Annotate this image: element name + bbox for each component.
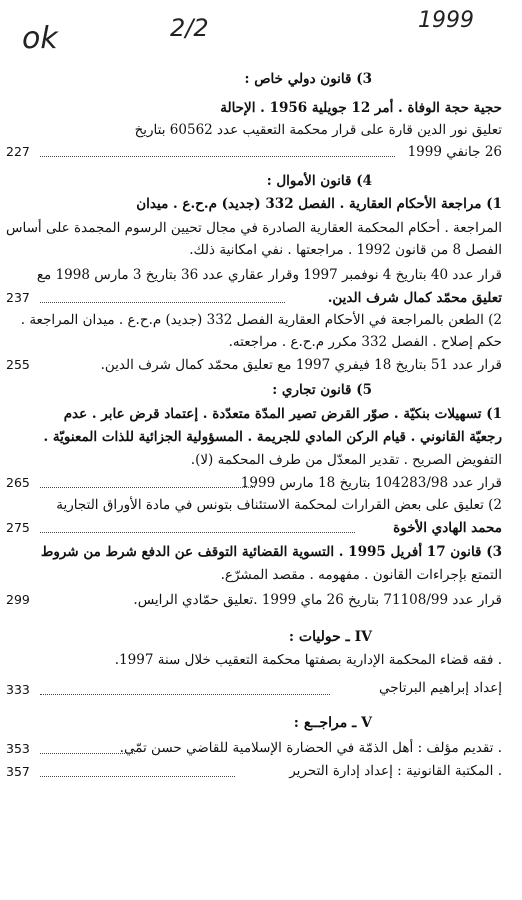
section-4-item-2-line-2: حكم إصلاح . الفصل 332 مكرر م.ح.ع . مراجعته.: [228, 334, 502, 350]
section-v-line-1-page: 353: [6, 741, 30, 756]
handwritten-page-number: 2/2: [170, 14, 209, 42]
section-5-item-2-line-1: 2) تعليق على بعض القرارات لمحكمة الاستئناف بتونس في مادة الأوراق التجارية: [56, 497, 502, 513]
section-v-line-1: . تقديم مؤلف : أهل الذمّة في الحضارة الإسلامية للقاضي حسن تمّي.: [119, 740, 502, 756]
section-v-line-2: . المكتبة القانونية : إعداد إدارة التحرير: [289, 763, 502, 779]
dot-leader: [40, 694, 330, 696]
section-iv-line-2: إعداد إبراهيم البرتاجي: [379, 680, 502, 696]
section-5-item-1-page: 265: [6, 475, 30, 490]
section-5-item-3-line-2: التمتع بإجراءات القانون . مفهومه . مقصد المشرّع.: [220, 567, 502, 583]
section-3-heading: 3) قانون دولي خاص :: [244, 71, 372, 87]
section-5-item-1-line-3: التفويض الصريح . تقدير المعدّل من طرف المحكمة (لا).: [190, 452, 502, 468]
dot-leader: [40, 302, 285, 304]
dot-leader: [40, 532, 355, 534]
section-5-item-3-page: 299: [6, 592, 30, 607]
section-4-heading: 4) قانون الأموال :: [266, 173, 372, 189]
handwritten-ok-mark: ok: [22, 21, 58, 56]
section-4-item-1-line-3: الفصل 8 من قانون 1992 . مراجعتها . نفي امكانية ذلك.: [189, 242, 502, 258]
section-5-item-2-line-2: محمد الهادي الأخوة: [393, 520, 502, 536]
section-3-line-2: تعليق نور الدين قارة على قرار محكمة التعقيب عدد 60562 بتاريخ: [134, 122, 502, 138]
section-4-item-1-line-1: 1) مراجعة الأحكام العقارية . الفصل 332 (جديد) م.ح.ع . ميدان: [136, 196, 502, 212]
dot-leader: [40, 753, 135, 755]
section-iv-line-1: . فقه قضاء المحكمة الإدارية بصفتها محكمة التعقيب خلال سنة 1997.: [114, 652, 502, 668]
section-v-line-2-page: 357: [6, 764, 30, 779]
handwritten-year: 1999: [418, 8, 474, 33]
dot-leader: [40, 776, 235, 778]
section-5-item-3-line-1: 3) قانون 17 أفريل 1995 . التسوية القضائية التوقف عن الدفع شرط من شروط: [40, 544, 502, 560]
section-iv-page: 333: [6, 682, 30, 697]
dot-leader: [40, 156, 395, 158]
section-3-line-1: حجية حجة الوفاة . أمر 12 جويلية 1956 . الإحالة: [220, 100, 502, 116]
section-3-page: 227: [6, 144, 30, 159]
section-5-item-1-line-1: 1) تسهيلات بنكيّة . صوّر القرض تصير المدّة متعدّدة . إعتماد قرض عابر . عدم: [63, 406, 502, 422]
section-4-item-2-page: 255: [6, 357, 30, 372]
section-v-heading: V ـ مراجــع :: [293, 715, 372, 731]
section-4-item-2-line-3: قرار عدد 51 بتاريخ 18 فيفري 1997 مع تعليق محمّد كمال شرف الدين.: [100, 357, 502, 373]
section-5-item-1-line-2: رجعيّة القانوني . قيام الركن المادي للجريمة . المسؤولية الجزائية للذات المعنويّة .: [43, 429, 502, 445]
section-4-item-1-line-2: المراجعة . أحكام المحكمة العقارية الصادرة في مجال تحيين الرسوم المجمدة على أساس: [6, 220, 502, 236]
section-4-item-1-line-4: قرار عدد 40 بتاريخ 4 نوفمبر 1997 وقرار عقاري عدد 36 بتاريخ 3 مارس 1998 مع: [36, 267, 502, 283]
section-4-item-2-line-1: 2) الطعن بالمراجعة في الأحكام العقارية الفصل 332 (جديد) م.ح.ع . ميدان المراجعة .: [20, 312, 502, 328]
section-iv-heading: IV ـ حوليات :: [288, 629, 372, 645]
section-4-item-1-line-5: تعليق محمّد كمال شرف الدين.: [327, 290, 502, 306]
section-4-item-1-page: 237: [6, 290, 30, 305]
section-5-heading: 5) قانون تجاري :: [272, 382, 372, 398]
dot-leader: [40, 487, 255, 489]
section-5-item-1-line-4: قرار عدد 104283/98 بتاريخ 18 مارس 1999: [240, 475, 502, 491]
section-5-item-2-page: 275: [6, 520, 30, 535]
section-3-line-3: 26 جانفي 1999: [407, 144, 502, 160]
section-5-item-3-line-3: قرار عدد 71108/99 بتاريخ 26 ماي 1999 .تعليق حمّادي الرايس.: [133, 592, 502, 608]
